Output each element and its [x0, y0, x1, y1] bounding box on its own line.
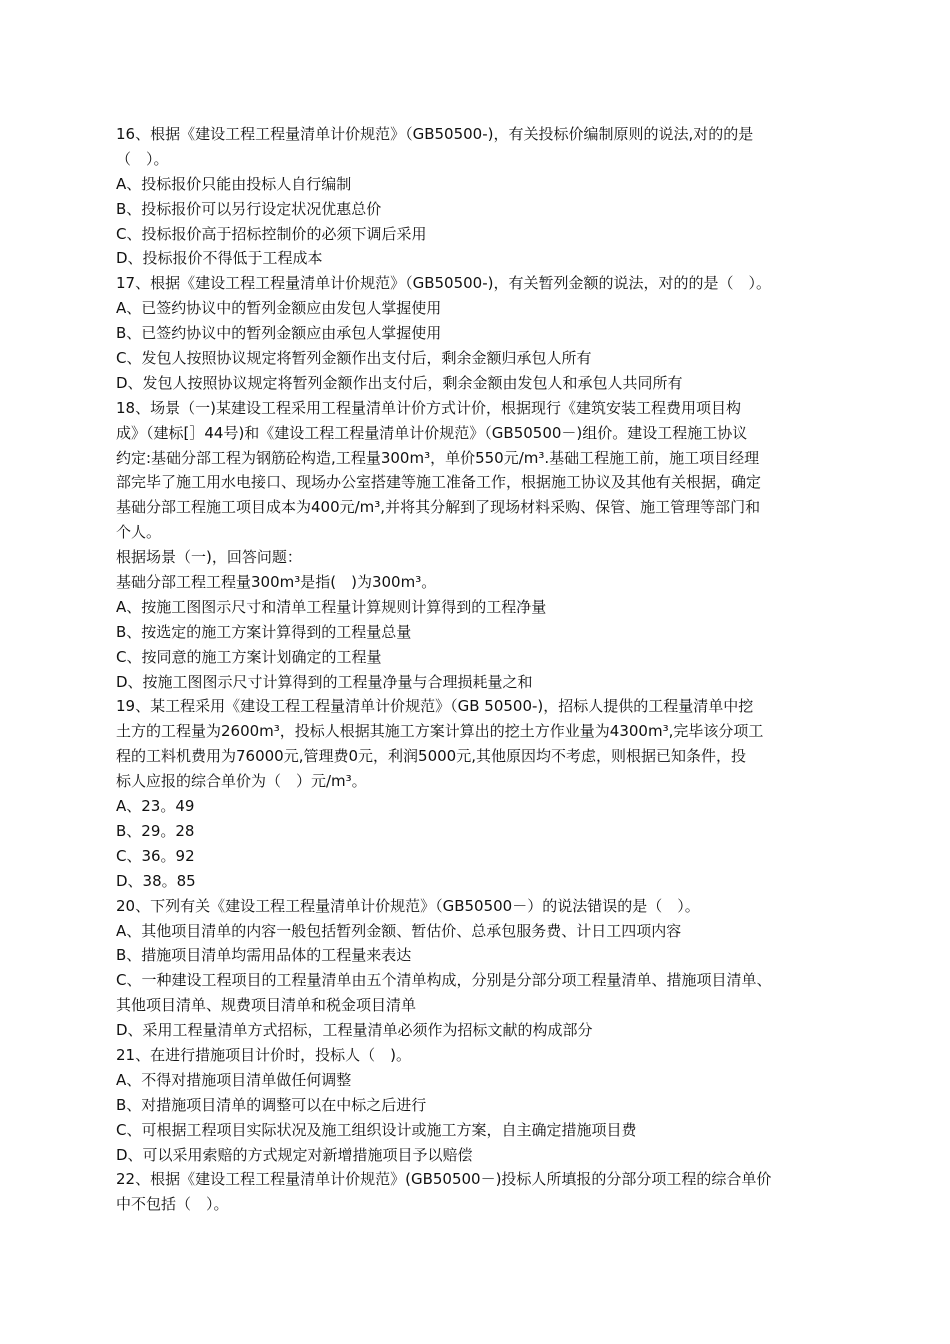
question-17-option-a: A、已签约协议中的暂列金额应由发包人掌握使用 [116, 299, 442, 318]
question-18-option-a: A、按施工图图示尺寸和清单工程量计算规则计算得到的工程净量 [116, 597, 547, 616]
question-19-option-b: B、29。28 [116, 821, 195, 840]
question-19-line-3: 程的工料机费用为76000元,管理费0元，利润5000元,其他原因均不考虑，则根据已知条件，投 [116, 747, 746, 766]
document-body [116, 122, 851, 1217]
question-16-option-c: C、投标报价高于招标控制价的必须下调后采用 [116, 224, 427, 243]
question-19-option-c: C、36。92 [116, 846, 195, 865]
question-20-option-c-line-2: 其他项目清单、规费项目清单和税金项目清单 [116, 996, 417, 1015]
question-20-line-1: 20、下列有关《建设工程工程量清单计价规范》（GB50500－）的说法错误的是（ ）。 [116, 896, 700, 915]
question-21-option-a: A、不得对措施项目清单做任何调整 [116, 1070, 352, 1089]
question-20-option-a: A、其他项目清单的内容一般包括暂列金额、暂估价、总承包服务费、计日工四项内容 [116, 921, 682, 940]
question-18-option-d: D、按施工图图示尺寸计算得到的工程量净量与合理损耗量之和 [116, 672, 533, 691]
question-18-scenario-line-5: 基础分部工程施工项目成本为400元/m³,并将其分解到了现场材料采购、保管、施工管理等部门和 [116, 498, 761, 517]
question-19-line-2: 土方的工程量为2600m³，投标人根据其施工方案计算出的挖土方作业量为4300m³,完毕该分项工 [116, 722, 764, 741]
question-20-option-d: D、采用工程量清单方式招标，工程量清单必须作为招标文献的构成部分 [116, 1021, 593, 1040]
question-19-line-4: 标人应报的综合单价为（ ）元/m³。 [116, 772, 367, 791]
question-18-scenario-line-6: 个人。 [116, 523, 162, 542]
question-22-line-1: 22、根据《建设工程工程量清单计价规范》(GB50500－)投标人所填报的分部分项工程的综合单价 [116, 1170, 772, 1189]
question-19-option-a: A、23。49 [116, 797, 195, 816]
question-20-option-c-line-1: C、一种建设工程项目的工程量清单由五个清单构成，分别是分部分项工程量清单、措施项目清单、 [116, 971, 772, 990]
question-18-option-b: B、按选定的施工方案计算得到的工程量总量 [116, 622, 412, 641]
question-18-prompt: 根据场景（一)，回答问题： [116, 548, 302, 567]
question-19-option-d: D、38。85 [116, 871, 196, 890]
question-18-stem: 基础分部工程工程量300m³是指( )为300m³。 [116, 573, 437, 592]
question-22-line-2: 中不包括（ ）。 [116, 1195, 229, 1214]
question-18-scenario-line-1: 18、场景（一)某建设工程采用工程量清单计价方式计价，根据现行《建筑安装工程费用项目构 [116, 398, 741, 417]
question-21-option-b: B、对措施项目清单的调整可以在中标之后进行 [116, 1095, 427, 1114]
question-17-line-1: 17、根据《建设工程工程量清单计价规范》（GB50500-)，有关暂列金额的说法，对的的是（ ）。 [116, 274, 771, 293]
question-16-option-d: D、投标报价不得低于工程成本 [116, 249, 323, 268]
question-21-option-c: C、可根据工程项目实际状况及施工组织设计或施工方案，自主确定措施项目费 [116, 1120, 637, 1139]
question-17-option-c: C、发包人按照协议规定将暂列金额作出支付后，剩余金额归承包人所有 [116, 349, 592, 368]
question-16-line-2: （ ）。 [116, 149, 169, 168]
question-19-line-1: 19、某工程采用《建设工程工程量清单计价规范》（GB 50500-)，招标人提供的工程量清单中挖 [116, 697, 754, 716]
question-16-option-b: B、投标报价可以另行设定状况优惠总价 [116, 199, 382, 218]
question-18-option-c: C、按同意的施工方案计划确定的工程量 [116, 647, 382, 666]
question-17-option-b: B、已签约协议中的暂列金额应由承包人掌握使用 [116, 324, 442, 343]
question-21-option-d: D、可以采用索赔的方式规定对新增措施项目予以赔偿 [116, 1145, 473, 1164]
question-17-option-d: D、发包人按照协议规定将暂列金额作出支付后，剩余金额由发包人和承包人共同所有 [116, 373, 683, 392]
question-20-option-b: B、措施项目清单均需用品体的工程量来表达 [116, 946, 412, 965]
question-21-line-1: 21、在进行措施项目计价时，投标人（ )。 [116, 1045, 411, 1064]
question-18-scenario-line-3: 约定:基础分部工程为钢筋砼构造,工程量300m³，单价550元/m³.基础工程施工前，施工项目经理 [116, 448, 760, 467]
question-18-scenario-line-4: 部完毕了施工用水电接口、现场办公室搭建等施工准备工作，根据施工协议及其他有关根据，确定 [116, 473, 762, 492]
question-16-option-a: A、投标报价只能由投标人自行编制 [116, 174, 352, 193]
question-16-line-1: 16、根据《建设工程工程量清单计价规范》（GB50500-)，有关投标价编制原则的说法,对的的是 [116, 125, 754, 143]
question-18-scenario-line-2: 成》（建标[］44号)和《建设工程工程量清单计价规范》（GB50500－)组价。建设工程施工协议 [116, 423, 748, 442]
